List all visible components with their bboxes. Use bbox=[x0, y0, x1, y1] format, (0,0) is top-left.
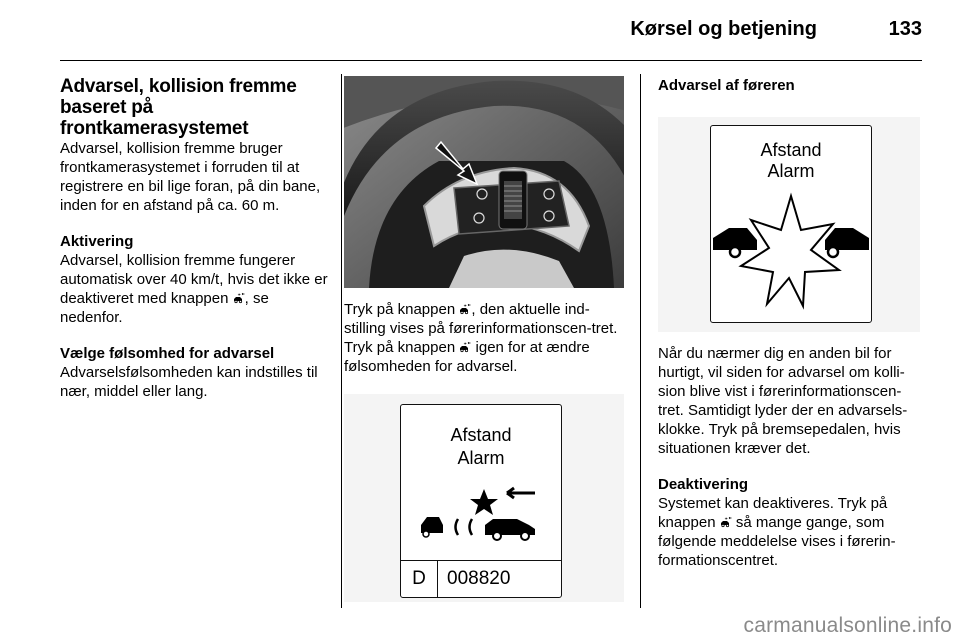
collision-alert-icon bbox=[233, 292, 245, 304]
intro-paragraph: Advarsel, kollision fremme bruger frontkamerasystemet i forruden til at registrere en bil lige foran, på din bane, inden for en afstand på ca. 60 m. bbox=[60, 140, 321, 214]
deactivation-heading: Deaktivering bbox=[658, 476, 749, 493]
section-heading: Advarsel, kollision fremme baseret på frontkamerasystemet bbox=[60, 76, 297, 139]
collision-alert-icon bbox=[720, 516, 732, 528]
column-middle bbox=[344, 76, 624, 602]
header-rule bbox=[60, 60, 922, 61]
display-title-line2: Alarm bbox=[457, 448, 505, 468]
sensitivity-paragraph: Advarselsfølsomheden kan indstilles til nær, middel eller lang. bbox=[60, 364, 318, 400]
collision-starburst-icon bbox=[711, 186, 871, 316]
page-header-title: Kørsel og betjening bbox=[630, 18, 817, 40]
warning-paragraph: Når du nærmer dig en anden bil for hurtigt, vil siden for advarsel om kolli-sion blive vist i førerinformationscen-tret. Samtidigt lyder der en advarsels-klokke. Tryk på bremsepedalen, hvis situationen kræver det. bbox=[658, 345, 908, 457]
sensitivity-display-figure bbox=[344, 394, 624, 602]
code-number: 008820 bbox=[447, 568, 511, 589]
display-title-line1: Afstand bbox=[450, 425, 512, 445]
sensitivity-car-icon bbox=[401, 479, 561, 549]
display-code-row bbox=[401, 560, 561, 597]
code-letter: D bbox=[401, 561, 438, 597]
column-divider-right bbox=[640, 74, 641, 608]
sensitivity-heading: Vælge følsomhed for advarsel bbox=[60, 345, 275, 362]
collision-alarm-figure bbox=[658, 117, 920, 332]
alarm-title-line1: Afstand bbox=[760, 140, 822, 160]
alarm-title-line2: Alarm bbox=[767, 161, 815, 181]
activation-paragraph: Advarsel, kollision fremme fungerer automatisk over 40 km/t, hvis det ikke er deaktiveret med knappen , se nedenfor. bbox=[60, 252, 328, 326]
deactivation-paragraph: Systemet kan deaktiveres. Tryk på knappen så mange gange, som følgende meddelelse vises i førerin-formationscentret. bbox=[658, 495, 896, 569]
collision-alert-icon bbox=[459, 341, 471, 353]
column-right bbox=[658, 76, 926, 587]
driver-warning-heading: Advarsel af føreren bbox=[658, 77, 795, 94]
collision-alert-icon bbox=[459, 303, 471, 315]
activation-heading: Aktivering bbox=[60, 233, 134, 250]
column-left bbox=[60, 76, 332, 418]
page-number: 133 bbox=[888, 18, 922, 40]
sensitivity-display bbox=[400, 404, 562, 598]
column-divider-left bbox=[341, 74, 342, 608]
steering-wheel-photo bbox=[344, 76, 624, 288]
press-button-paragraph: Tryk på knappen , den aktuelle ind-stilling vises på førerinformationscen-tret. Tryk på knappen igen for at ændre følsomheden for advarsel. bbox=[344, 301, 618, 375]
collision-alarm-display bbox=[710, 125, 872, 323]
watermark: carmanualsonline.info bbox=[743, 614, 952, 637]
